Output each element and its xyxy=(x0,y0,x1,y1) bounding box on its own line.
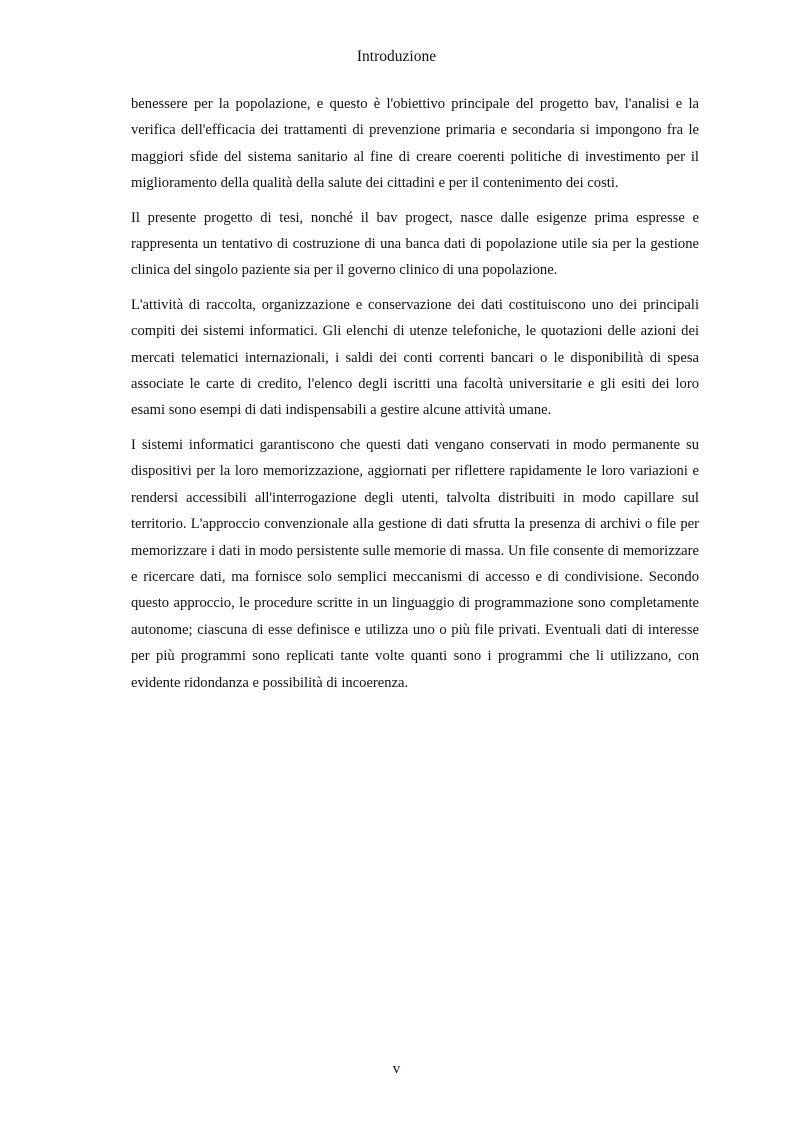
running-header: Introduzione xyxy=(356,48,437,65)
body-text xyxy=(131,91,699,704)
paragraph-3: L'attività di raccolta, organizzazione e conservazione dei dati costituiscono uno dei principali compiti dei sistemi informatici. Gli elenchi di utenze telefoniche, le quotazioni delle azioni dei mercati telematici internazionali, i saldi dei conti correnti bancari o le disponibilità di spesa associate le carte di credito, l'elenco degli iscritti una facoltà universitarie e gli esiti dei loro esami sono esempi di dati indispensabili a gestire alcune attività umane. xyxy=(131,296,699,419)
page-number: v xyxy=(392,1061,401,1077)
paragraph-1: benessere per la popolazione, e questo è l'obiettivo principale del progetto bav, l'analisi e la verifica dell'efficacia dei trattamenti di prevenzione primaria e secondaria si impongono fra le maggiori sfide del sistema sanitario al fine di creare coerenti politiche di investimento per il miglioramento della qualità della salute dei cittadini e per il contenimento dei costi. xyxy=(131,96,699,192)
paragraph-4: I sistemi informatici garantiscono che questi dati vengano conservati in modo permanente su dispositivi per la loro memorizzazione, aggiornati per riflettere rapidamente le loro variazioni e rendersi accessibili all'interrogazione degli utenti, talvolta distribuiti in modo capillare sul territorio. L'approccio convenzionale alla gestione di dati sfrutta la presenza di archivi o file per memorizzare i dati in modo persistente sulle memorie di massa. Un file consente di memorizzare e ricercare dati, ma fornisce solo semplici meccanismi di accesso e di condivisione. Secondo questo approccio, le procedure scritte in un linguaggio di programmazione sono completamente autonome; ciascuna di esse definisce e utilizza uno o più file privati. Eventuali dati di interesse per più programmi sono replicati tante volte quanti sono i programmi che li utilizzano, con evidente ridondanza e possibilità di incoerenza. xyxy=(131,436,699,691)
paragraph-2: Il presente progetto di tesi, nonché il bav progect, nasce dalle esigenze prima espresse e rappresenta un tentativo di costruzione di una banca dati di popolazione utile sia per la gestione clinica del singolo paziente sia per il governo clinico di una popolazione. xyxy=(131,209,699,279)
